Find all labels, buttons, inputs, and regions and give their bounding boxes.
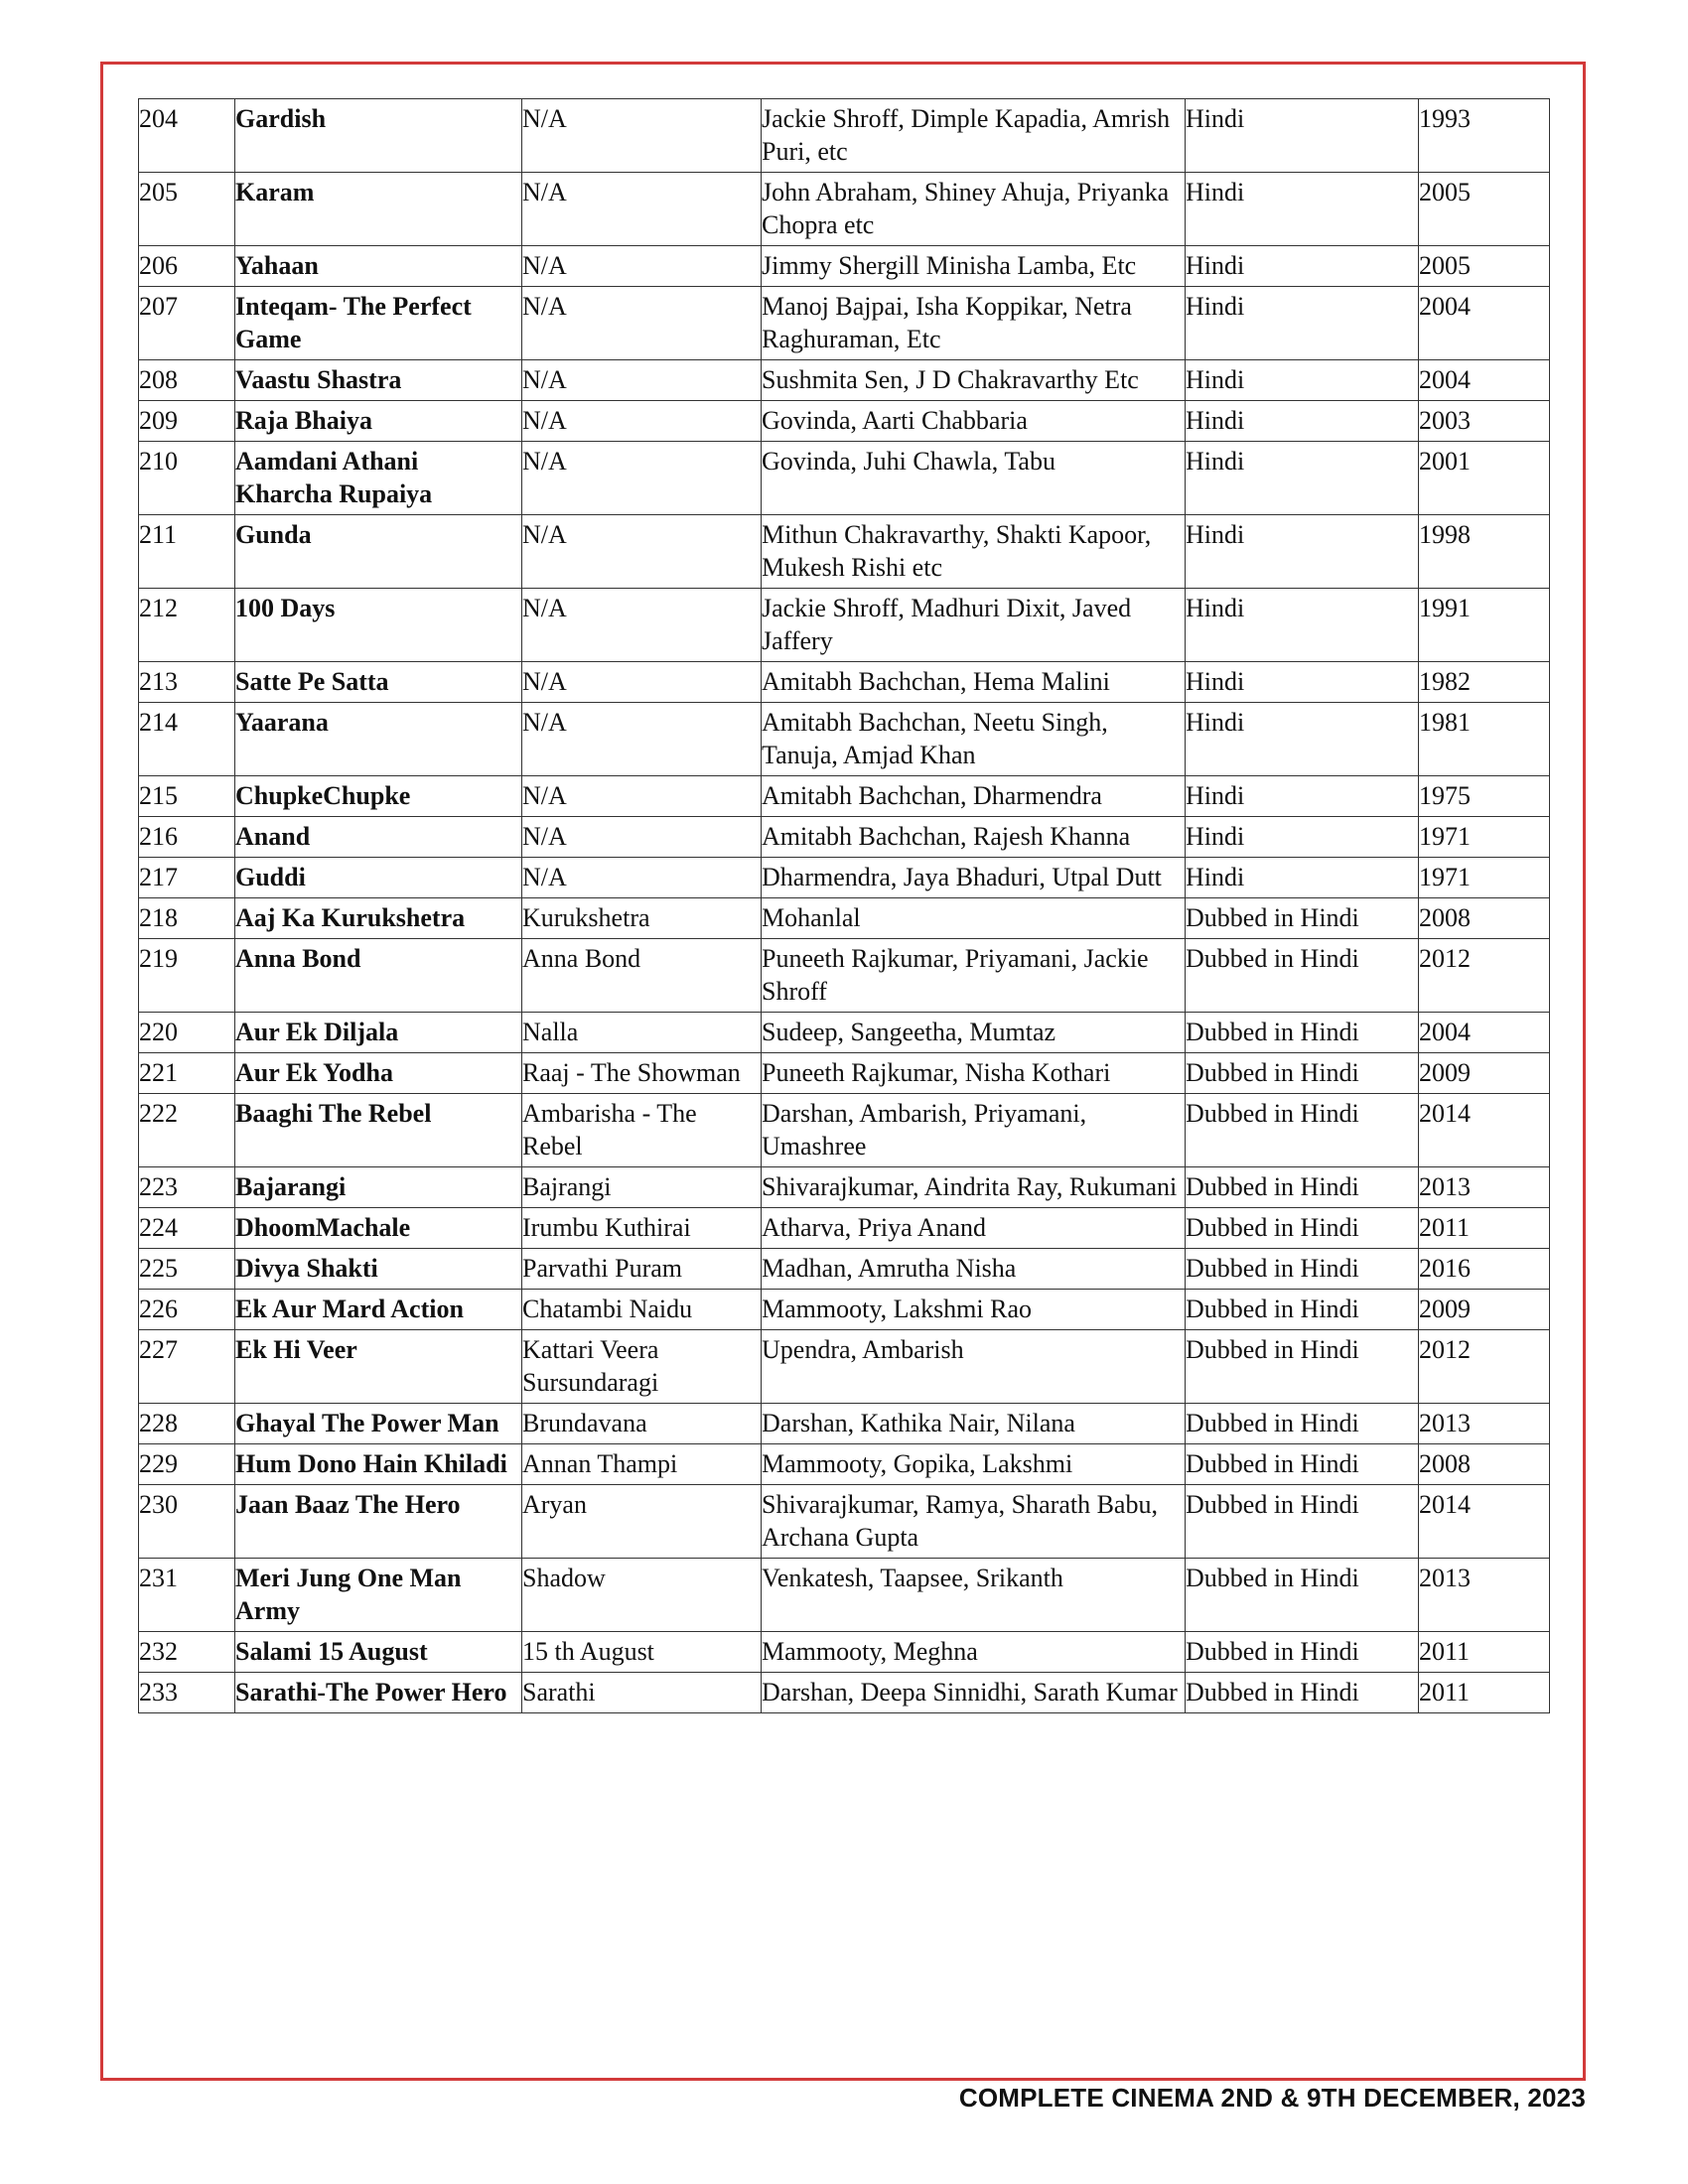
table-row <box>139 939 1550 1013</box>
cast-list: Mammooty, Lakshmi Rao <box>762 1290 1186 1330</box>
language: Dubbed in Hindi <box>1186 1485 1419 1559</box>
table-row <box>139 360 1550 401</box>
release-year: 2004 <box>1419 287 1550 360</box>
film-title: Meri Jung One Man Army <box>235 1559 522 1632</box>
table-row <box>139 898 1550 939</box>
release-year: 1982 <box>1419 662 1550 703</box>
serial-number: 230 <box>139 1485 235 1559</box>
release-year: 1971 <box>1419 817 1550 858</box>
film-title: Ek Hi Veer <box>235 1330 522 1404</box>
serial-number: 215 <box>139 776 235 817</box>
original-title: Annan Thampi <box>522 1444 762 1485</box>
original-title: N/A <box>522 99 762 173</box>
release-year: 1991 <box>1419 589 1550 662</box>
original-title: N/A <box>522 589 762 662</box>
serial-number: 222 <box>139 1094 235 1167</box>
serial-number: 221 <box>139 1053 235 1094</box>
release-year: 2005 <box>1419 173 1550 246</box>
language: Dubbed in Hindi <box>1186 1249 1419 1290</box>
language: Hindi <box>1186 99 1419 173</box>
film-title: Gunda <box>235 515 522 589</box>
original-title: Bajrangi <box>522 1167 762 1208</box>
table-row <box>139 173 1550 246</box>
serial-number: 216 <box>139 817 235 858</box>
serial-number: 224 <box>139 1208 235 1249</box>
original-title: Nalla <box>522 1013 762 1053</box>
release-year: 2001 <box>1419 442 1550 515</box>
cast-list: Darshan, Kathika Nair, Nilana <box>762 1404 1186 1444</box>
language: Hindi <box>1186 401 1419 442</box>
film-title: Baaghi The Rebel <box>235 1094 522 1167</box>
table-row <box>139 858 1550 898</box>
language: Dubbed in Hindi <box>1186 939 1419 1013</box>
language: Dubbed in Hindi <box>1186 1444 1419 1485</box>
table-row <box>139 246 1550 287</box>
cast-list: Puneeth Rajkumar, Nisha Kothari <box>762 1053 1186 1094</box>
footer-publication-line: COMPLETE CINEMA 2ND & 9TH DECEMBER, 2023 <box>958 2083 1586 2113</box>
film-title: Vaastu Shastra <box>235 360 522 401</box>
serial-number: 212 <box>139 589 235 662</box>
cast-list: Mithun Chakravarthy, Shakti Kapoor, Mukesh Rishi etc <box>762 515 1186 589</box>
cast-list: Upendra, Ambarish <box>762 1330 1186 1404</box>
film-title: Hum Dono Hain Khiladi <box>235 1444 522 1485</box>
cast-list: Dharmendra, Jaya Bhaduri, Utpal Dutt <box>762 858 1186 898</box>
original-title: Raaj - The Showman <box>522 1053 762 1094</box>
cast-list: Amitabh Bachchan, Hema Malini <box>762 662 1186 703</box>
cast-list: Shivarajkumar, Ramya, Sharath Babu, Archana Gupta <box>762 1485 1186 1559</box>
cast-list: Jimmy Shergill Minisha Lamba, Etc <box>762 246 1186 287</box>
serial-number: 223 <box>139 1167 235 1208</box>
serial-number: 218 <box>139 898 235 939</box>
serial-number: 206 <box>139 246 235 287</box>
cast-list: Puneeth Rajkumar, Priyamani, Jackie Shroff <box>762 939 1186 1013</box>
original-title: 15 th August <box>522 1632 762 1673</box>
language: Hindi <box>1186 173 1419 246</box>
serial-number: 233 <box>139 1673 235 1713</box>
film-title: Inteqam- The Perfect Game <box>235 287 522 360</box>
language: Dubbed in Hindi <box>1186 1094 1419 1167</box>
language: Hindi <box>1186 703 1419 776</box>
release-year: 2012 <box>1419 939 1550 1013</box>
release-year: 2008 <box>1419 1444 1550 1485</box>
serial-number: 229 <box>139 1444 235 1485</box>
film-title: Yaarana <box>235 703 522 776</box>
table-row <box>139 1673 1550 1713</box>
original-title: N/A <box>522 776 762 817</box>
release-year: 1998 <box>1419 515 1550 589</box>
original-title: N/A <box>522 817 762 858</box>
table-row <box>139 401 1550 442</box>
film-title: Aur Ek Diljala <box>235 1013 522 1053</box>
table-row <box>139 1444 1550 1485</box>
original-title: Chatambi Naidu <box>522 1290 762 1330</box>
serial-number: 231 <box>139 1559 235 1632</box>
original-title: Brundavana <box>522 1404 762 1444</box>
film-title: Ghayal The Power Man <box>235 1404 522 1444</box>
serial-number: 207 <box>139 287 235 360</box>
table-row <box>139 442 1550 515</box>
cast-list: Venkatesh, Taapsee, Srikanth <box>762 1559 1186 1632</box>
language: Hindi <box>1186 662 1419 703</box>
serial-number: 217 <box>139 858 235 898</box>
release-year: 2012 <box>1419 1330 1550 1404</box>
cast-list: Shivarajkumar, Aindrita Ray, Rukumani <box>762 1167 1186 1208</box>
table-row <box>139 99 1550 173</box>
table-row <box>139 589 1550 662</box>
table-row <box>139 703 1550 776</box>
table-row <box>139 1632 1550 1673</box>
language: Dubbed in Hindi <box>1186 1559 1419 1632</box>
cast-list: Sudeep, Sangeetha, Mumtaz <box>762 1013 1186 1053</box>
original-title: N/A <box>522 401 762 442</box>
serial-number: 219 <box>139 939 235 1013</box>
release-year: 2003 <box>1419 401 1550 442</box>
table-row <box>139 1485 1550 1559</box>
film-title: Sarathi-The Power Hero <box>235 1673 522 1713</box>
language: Dubbed in Hindi <box>1186 1167 1419 1208</box>
original-title: N/A <box>522 360 762 401</box>
serial-number: 220 <box>139 1013 235 1053</box>
film-title: Aaj Ka Kurukshetra <box>235 898 522 939</box>
release-year: 2014 <box>1419 1485 1550 1559</box>
film-title: Karam <box>235 173 522 246</box>
release-year: 2009 <box>1419 1290 1550 1330</box>
serial-number: 226 <box>139 1290 235 1330</box>
table-row <box>139 1290 1550 1330</box>
film-title: DhoomMachale <box>235 1208 522 1249</box>
cast-list: Jackie Shroff, Dimple Kapadia, Amrish Puri, etc <box>762 99 1186 173</box>
release-year: 2004 <box>1419 360 1550 401</box>
cast-list: Amitabh Bachchan, Dharmendra <box>762 776 1186 817</box>
cast-list: Mammooty, Gopika, Lakshmi <box>762 1444 1186 1485</box>
cast-list: Mohanlal <box>762 898 1186 939</box>
release-year: 2013 <box>1419 1404 1550 1444</box>
language: Hindi <box>1186 442 1419 515</box>
language: Hindi <box>1186 858 1419 898</box>
table-row <box>139 1013 1550 1053</box>
serial-number: 208 <box>139 360 235 401</box>
film-title: Anna Bond <box>235 939 522 1013</box>
film-title: Aamdani Athani Kharcha Rupaiya <box>235 442 522 515</box>
film-title: Anand <box>235 817 522 858</box>
cast-list: Sushmita Sen, J D Chakravarthy Etc <box>762 360 1186 401</box>
release-year: 2013 <box>1419 1167 1550 1208</box>
release-year: 1993 <box>1419 99 1550 173</box>
release-year: 2011 <box>1419 1632 1550 1673</box>
table-row <box>139 1208 1550 1249</box>
language: Dubbed in Hindi <box>1186 1632 1419 1673</box>
table-row <box>139 1249 1550 1290</box>
cast-list: Darshan, Ambarish, Priyamani, Umashree <box>762 1094 1186 1167</box>
release-year: 2004 <box>1419 1013 1550 1053</box>
film-title: Salami 15 August <box>235 1632 522 1673</box>
serial-number: 227 <box>139 1330 235 1404</box>
language: Hindi <box>1186 287 1419 360</box>
language: Dubbed in Hindi <box>1186 1013 1419 1053</box>
original-title: N/A <box>522 246 762 287</box>
original-title: Irumbu Kuthirai <box>522 1208 762 1249</box>
release-year: 1981 <box>1419 703 1550 776</box>
language: Dubbed in Hindi <box>1186 1290 1419 1330</box>
cast-list: Madhan, Amrutha Nisha <box>762 1249 1186 1290</box>
table-row <box>139 662 1550 703</box>
film-list-body <box>139 99 1550 1713</box>
film-title: Guddi <box>235 858 522 898</box>
language: Dubbed in Hindi <box>1186 1673 1419 1713</box>
language: Dubbed in Hindi <box>1186 1404 1419 1444</box>
table-row <box>139 1167 1550 1208</box>
original-title: Kattari Veera Sursundaragi <box>522 1330 762 1404</box>
original-title: N/A <box>522 287 762 360</box>
cast-list: Govinda, Juhi Chawla, Tabu <box>762 442 1186 515</box>
language: Hindi <box>1186 360 1419 401</box>
original-title: Sarathi <box>522 1673 762 1713</box>
serial-number: 204 <box>139 99 235 173</box>
original-title: Shadow <box>522 1559 762 1632</box>
cast-list: Darshan, Deepa Sinnidhi, Sarath Kumar <box>762 1673 1186 1713</box>
cast-list: Amitabh Bachchan, Neetu Singh, Tanuja, Amjad Khan <box>762 703 1186 776</box>
serial-number: 232 <box>139 1632 235 1673</box>
serial-number: 213 <box>139 662 235 703</box>
original-title: Anna Bond <box>522 939 762 1013</box>
original-title: Ambarisha - The Rebel <box>522 1094 762 1167</box>
film-title: ChupkeChupke <box>235 776 522 817</box>
cast-list: Mammooty, Meghna <box>762 1632 1186 1673</box>
release-year: 2013 <box>1419 1559 1550 1632</box>
serial-number: 228 <box>139 1404 235 1444</box>
language: Hindi <box>1186 246 1419 287</box>
original-title: N/A <box>522 442 762 515</box>
language: Hindi <box>1186 589 1419 662</box>
table-row <box>139 1094 1550 1167</box>
original-title: N/A <box>522 662 762 703</box>
table-row <box>139 515 1550 589</box>
release-year: 1975 <box>1419 776 1550 817</box>
film-title: Ek Aur Mard Action <box>235 1290 522 1330</box>
table-row <box>139 1330 1550 1404</box>
film-title: Jaan Baaz The Hero <box>235 1485 522 1559</box>
table-row <box>139 1559 1550 1632</box>
serial-number: 210 <box>139 442 235 515</box>
language: Hindi <box>1186 817 1419 858</box>
film-title: Raja Bhaiya <box>235 401 522 442</box>
serial-number: 214 <box>139 703 235 776</box>
cast-list: Atharva, Priya Anand <box>762 1208 1186 1249</box>
release-year: 2011 <box>1419 1673 1550 1713</box>
language: Hindi <box>1186 515 1419 589</box>
original-title: Parvathi Puram <box>522 1249 762 1290</box>
cast-list: Manoj Bajpai, Isha Koppikar, Netra Raghuraman, Etc <box>762 287 1186 360</box>
language: Dubbed in Hindi <box>1186 898 1419 939</box>
release-year: 2011 <box>1419 1208 1550 1249</box>
original-title: Aryan <box>522 1485 762 1559</box>
serial-number: 225 <box>139 1249 235 1290</box>
film-title: Yahaan <box>235 246 522 287</box>
release-year: 2008 <box>1419 898 1550 939</box>
table-row <box>139 1404 1550 1444</box>
serial-number: 209 <box>139 401 235 442</box>
cast-list: John Abraham, Shiney Ahuja, Priyanka Chopra etc <box>762 173 1186 246</box>
release-year: 1971 <box>1419 858 1550 898</box>
language: Dubbed in Hindi <box>1186 1053 1419 1094</box>
release-year: 2014 <box>1419 1094 1550 1167</box>
film-title: Aur Ek Yodha <box>235 1053 522 1094</box>
original-title: Kurukshetra <box>522 898 762 939</box>
original-title: N/A <box>522 858 762 898</box>
release-year: 2009 <box>1419 1053 1550 1094</box>
release-year: 2016 <box>1419 1249 1550 1290</box>
original-title: N/A <box>522 173 762 246</box>
table-row <box>139 287 1550 360</box>
film-title: Gardish <box>235 99 522 173</box>
cast-list: Jackie Shroff, Madhuri Dixit, Javed Jaffery <box>762 589 1186 662</box>
language: Hindi <box>1186 776 1419 817</box>
original-title: N/A <box>522 515 762 589</box>
film-title: Divya Shakti <box>235 1249 522 1290</box>
language: Dubbed in Hindi <box>1186 1208 1419 1249</box>
release-year: 2005 <box>1419 246 1550 287</box>
table-row <box>139 1053 1550 1094</box>
film-title: Bajarangi <box>235 1167 522 1208</box>
table-row <box>139 817 1550 858</box>
table-row <box>139 776 1550 817</box>
cast-list: Govinda, Aarti Chabbaria <box>762 401 1186 442</box>
film-list-table <box>138 98 1550 1713</box>
original-title: N/A <box>522 703 762 776</box>
serial-number: 211 <box>139 515 235 589</box>
serial-number: 205 <box>139 173 235 246</box>
film-title: 100 Days <box>235 589 522 662</box>
cast-list: Amitabh Bachchan, Rajesh Khanna <box>762 817 1186 858</box>
film-title: Satte Pe Satta <box>235 662 522 703</box>
language: Dubbed in Hindi <box>1186 1330 1419 1404</box>
